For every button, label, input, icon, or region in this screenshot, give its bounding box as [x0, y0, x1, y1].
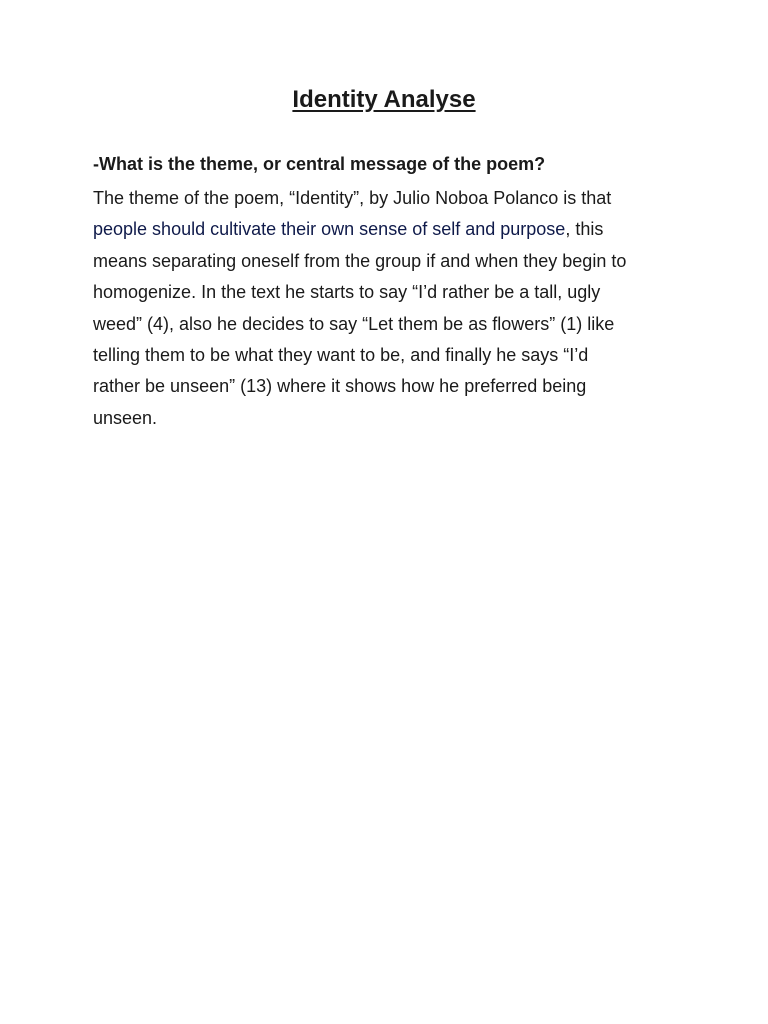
document-title: Identity Analyse — [292, 86, 476, 113]
text-segment: rather be unseen” (13) where it shows how he preferred being — [93, 376, 587, 397]
text-segment: telling them to be what they want to be, and finally he says “I’d — [93, 345, 589, 366]
paragraph-line — [93, 340, 693, 371]
paragraph-line — [93, 246, 693, 277]
paragraph-line — [93, 183, 693, 214]
highlighted-phrase: people should cultivate their own sense of self and purpose — [93, 219, 566, 240]
paragraph-line — [93, 371, 693, 402]
text-segment: weed” (4), also he decides to say “Let them be as flowers” (1) like — [93, 313, 615, 334]
text-segment: The theme of the poem, “Identity”, by Julio Noboa Polanco is that — [93, 188, 612, 208]
text-segment: unseen. — [93, 407, 158, 428]
paragraph-line — [93, 277, 693, 308]
answer-paragraph — [93, 183, 693, 434]
paragraph-line — [93, 214, 693, 245]
text-segment: means separating oneself from the group if and when they begin to — [93, 250, 627, 271]
question-heading: -What is the theme, or central message of the poem? — [93, 154, 546, 174]
paragraph-line — [93, 403, 693, 434]
paragraph-line — [93, 309, 693, 340]
text-segment: , this — [565, 219, 604, 240]
text-segment: homogenize. In the text he starts to say “I’d rather be a tall, ugly — [93, 282, 601, 303]
